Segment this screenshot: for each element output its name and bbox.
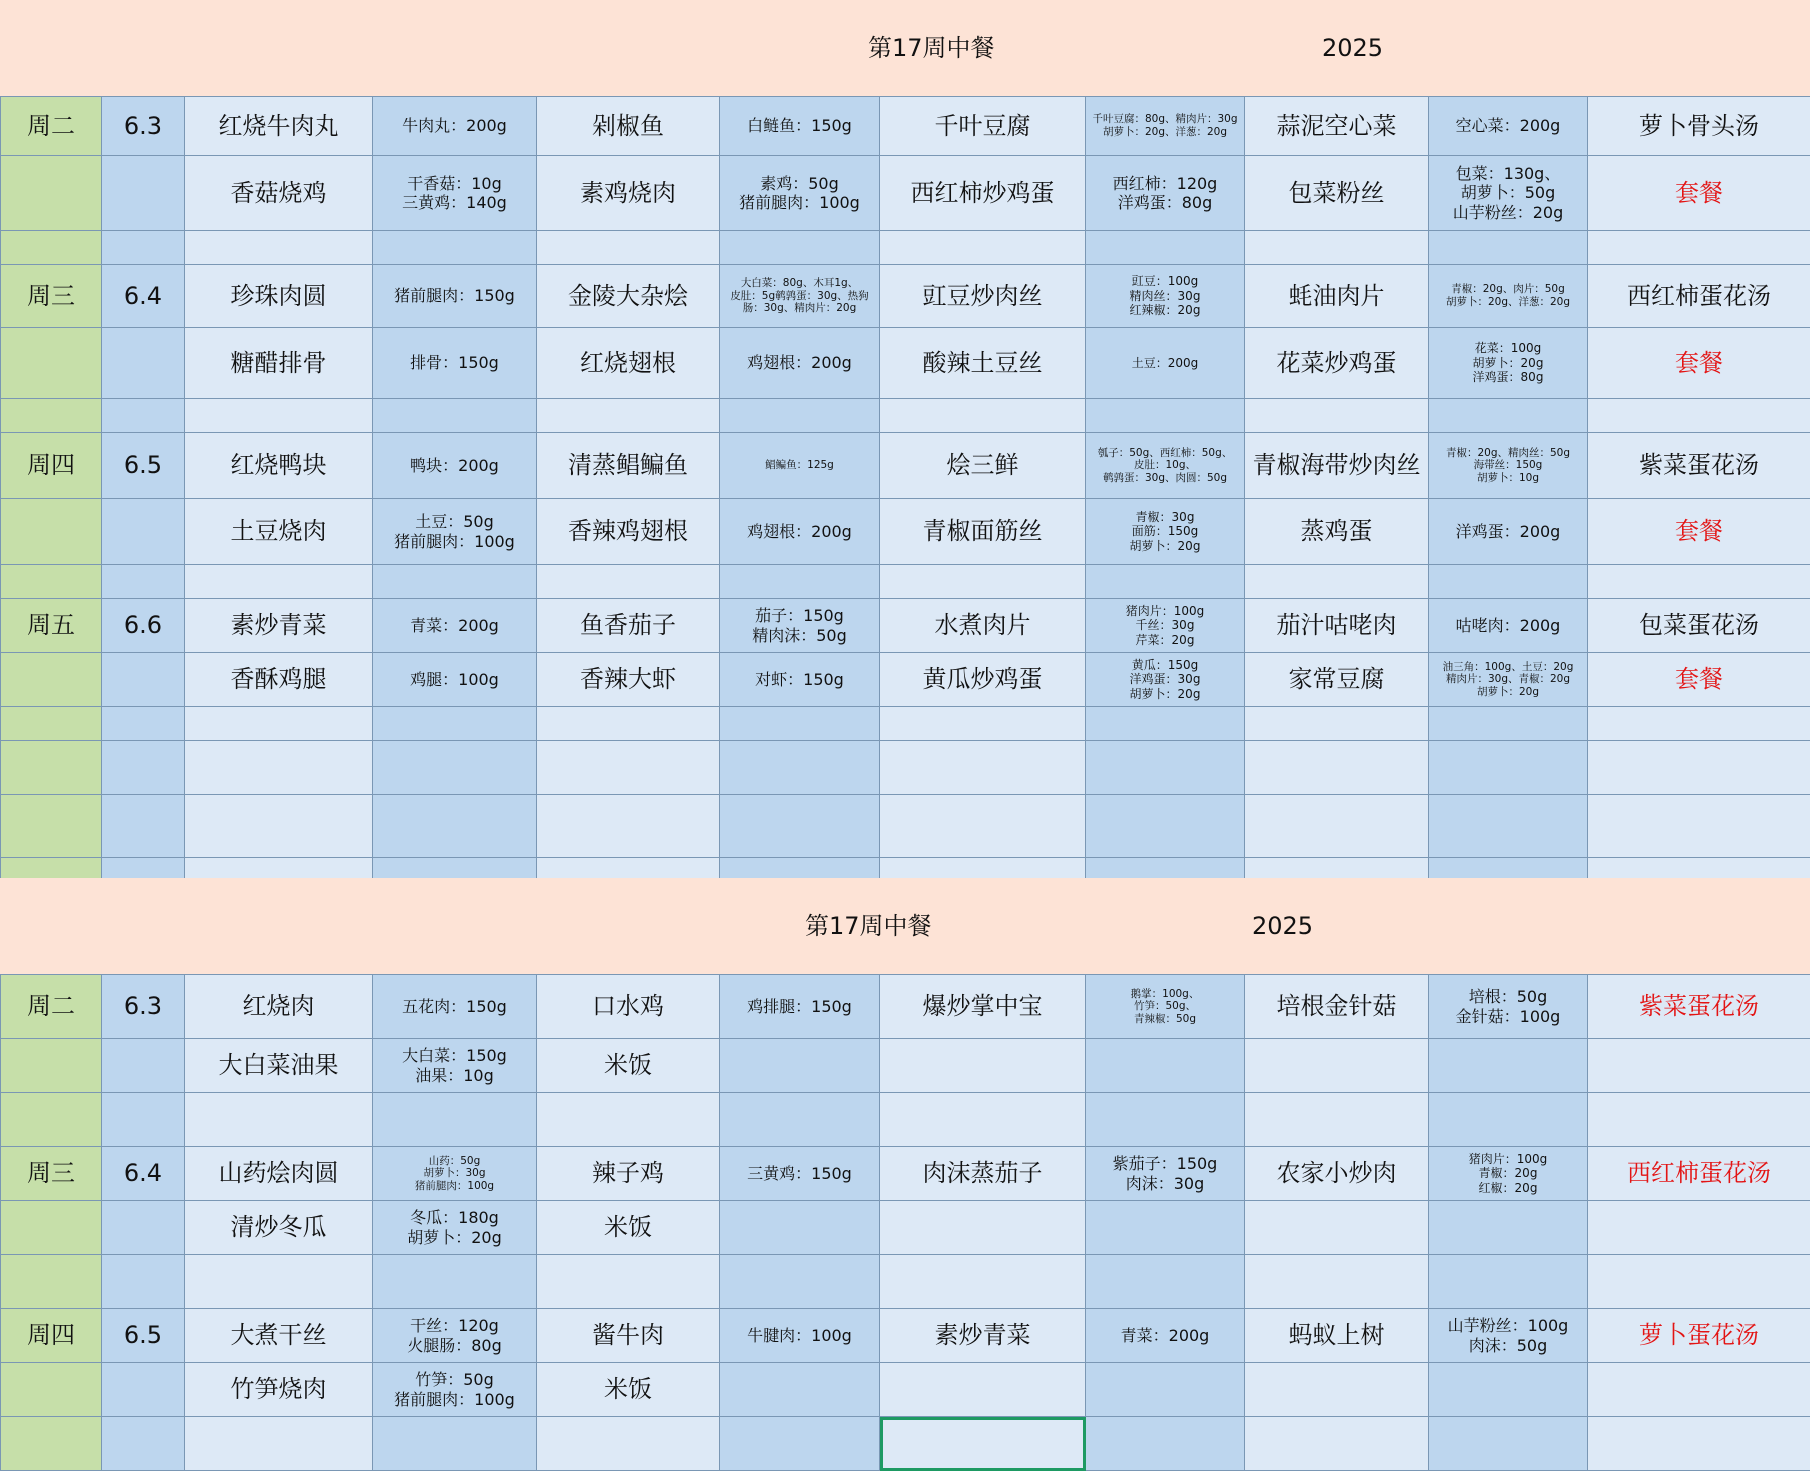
cell-ingr[interactable]: 洋鸡蛋：200g	[1429, 499, 1588, 565]
cell-dish[interactable]	[880, 231, 1086, 265]
cell-dish[interactable]: 清蒸鲳鳊鱼	[537, 433, 720, 499]
menu-row	[1, 975, 1810, 1039]
cell-dish[interactable]: 家常豆腐	[1245, 653, 1429, 707]
cell-ingr[interactable]: 青椒：20g、肉片：50g 胡萝卜：20g、洋葱：20g	[1429, 265, 1588, 328]
cell-ingr[interactable]	[373, 795, 537, 858]
menu-row	[1, 499, 1810, 565]
cell-ingr[interactable]	[1429, 1255, 1588, 1309]
cell-dish[interactable]: 爆炒掌中宝	[880, 975, 1086, 1039]
cell-ingr[interactable]	[1429, 741, 1588, 795]
cell-dish[interactable]: 千叶豆腐	[880, 97, 1086, 156]
cell-dish[interactable]	[1588, 399, 1810, 433]
cell-ingr[interactable]	[720, 1039, 880, 1093]
sheet2-year: 2025	[1252, 878, 1313, 974]
cell-ingr[interactable]: 青椒：30g 面筋：150g 胡萝卜：20g	[1086, 499, 1245, 565]
cell-ingr[interactable]	[1429, 399, 1588, 433]
cell-ingr[interactable]	[1429, 1417, 1588, 1471]
cell-dish[interactable]: 包菜蛋花汤	[1588, 599, 1810, 653]
cell-dish[interactable]: 紫菜蛋花汤	[1588, 433, 1810, 499]
sheet1-year: 2025	[1322, 0, 1383, 96]
cell-ingr[interactable]	[720, 565, 880, 599]
cell-date[interactable]	[102, 231, 185, 265]
cell-ingr[interactable]	[373, 231, 537, 265]
menu-row	[1, 1363, 1810, 1417]
cell-dish[interactable]: 鱼香茄子	[537, 599, 720, 653]
cell-date[interactable]	[102, 1417, 185, 1471]
cell-dish[interactable]: 竹笋烧肉	[185, 1363, 373, 1417]
cell-dish[interactable]: 套餐	[1588, 653, 1810, 707]
cell-ingr[interactable]: 青菜：200g	[1086, 1309, 1245, 1363]
cell-dish[interactable]	[880, 565, 1086, 599]
cell-ingr[interactable]: 紫茄子：150g 肉沫：30g	[1086, 1147, 1245, 1201]
cell-dish[interactable]: 米饭	[537, 1363, 720, 1417]
cell-dish[interactable]: 水煮肉片	[880, 599, 1086, 653]
cell-date[interactable]	[102, 1255, 185, 1309]
cell-ingr[interactable]: 西红柿：120g 洋鸡蛋：80g	[1086, 156, 1245, 231]
cell-dish[interactable]: 肉沫蒸茄子	[880, 1147, 1086, 1201]
menu-row	[1, 653, 1810, 707]
cell-day[interactable]: 周二	[1, 97, 102, 156]
cell-ingr[interactable]: 五花肉：150g	[373, 975, 537, 1039]
cell-day[interactable]	[1, 156, 102, 231]
cell-dish[interactable]: 米饭	[537, 1201, 720, 1255]
cell-dish[interactable]: 青椒面筋丝	[880, 499, 1086, 565]
cell-dish[interactable]: 萝卜骨头汤	[1588, 97, 1810, 156]
cell-ingr[interactable]	[373, 565, 537, 599]
cell-ingr[interactable]: 冬瓜：180g 胡萝卜：20g	[373, 1201, 537, 1255]
cell-dish[interactable]: 剁椒鱼	[537, 97, 720, 156]
cell-ingr[interactable]	[373, 1417, 537, 1471]
cell-ingr[interactable]: 土豆：50g 猪前腿肉：100g	[373, 499, 537, 565]
cell-date[interactable]	[102, 499, 185, 565]
cell-ingr[interactable]: 瓠子：50g、西红柿：50g、 皮肚：10g、 鹌鹑蛋：30g、肉圆：50g	[1086, 433, 1245, 499]
cell-dish[interactable]: 茄汁咕咾肉	[1245, 599, 1429, 653]
cell-dish[interactable]: 大白菜油果	[185, 1039, 373, 1093]
cell-ingr[interactable]	[1429, 1039, 1588, 1093]
cell-dish[interactable]: 红烧翅根	[537, 328, 720, 399]
cell-ingr[interactable]: 素鸡：50g 猪前腿肉：100g	[720, 156, 880, 231]
cell-ingr[interactable]: 土豆：200g	[1086, 328, 1245, 399]
cell-ingr[interactable]: 鲳鳊鱼：125g	[720, 433, 880, 499]
cell-ingr[interactable]	[1086, 795, 1245, 858]
cell-dish[interactable]	[537, 231, 720, 265]
cell-dish[interactable]	[1245, 1417, 1429, 1471]
cell-dish[interactable]	[1245, 231, 1429, 265]
cell-dish[interactable]	[880, 795, 1086, 858]
menu-row	[1, 565, 1810, 599]
cell-ingr[interactable]	[720, 741, 880, 795]
menu-row	[1, 156, 1810, 231]
cell-date[interactable]	[102, 399, 185, 433]
cell-ingr[interactable]	[1086, 565, 1245, 599]
cell-ingr[interactable]	[373, 399, 537, 433]
cell-dish[interactable]: 蒸鸡蛋	[1245, 499, 1429, 565]
cell-ingr[interactable]: 培根：50g 金针菇：100g	[1429, 975, 1588, 1039]
cell-ingr[interactable]	[373, 1093, 537, 1147]
cell-dish[interactable]: 西红柿蛋花汤	[1588, 265, 1810, 328]
menu-row	[1, 328, 1810, 399]
menu-row	[1, 1093, 1810, 1147]
menu-row	[1, 231, 1810, 265]
cell-ingr[interactable]: 茄子：150g 精肉沫：50g	[720, 599, 880, 653]
cell-ingr[interactable]: 青菜：200g	[373, 599, 537, 653]
cell-ingr[interactable]: 豇豆：100g 精肉丝：30g 红辣椒：20g	[1086, 265, 1245, 328]
cell-ingr[interactable]	[1429, 795, 1588, 858]
cell-date[interactable]	[102, 707, 185, 741]
cell-dish[interactable]: 素鸡烧肉	[537, 156, 720, 231]
cell-ingr[interactable]	[373, 707, 537, 741]
cell-ingr[interactable]	[1086, 707, 1245, 741]
cell-ingr[interactable]	[1086, 231, 1245, 265]
cell-dish[interactable]: 农家小炒肉	[1245, 1147, 1429, 1201]
cell-ingr[interactable]: 鹅掌：100g、 竹笋：50g、 青辣椒：50g	[1086, 975, 1245, 1039]
cell-dish[interactable]	[185, 795, 373, 858]
cell-ingr[interactable]	[373, 1255, 537, 1309]
cell-dish[interactable]: 包菜粉丝	[1245, 156, 1429, 231]
cell-ingr[interactable]: 猪肉片：100g 青椒：20g 红椒：20g	[1429, 1147, 1588, 1201]
cell-dish[interactable]	[1588, 707, 1810, 741]
cell-dish[interactable]	[1588, 1255, 1810, 1309]
cell-dish[interactable]: 青椒海带炒肉丝	[1245, 433, 1429, 499]
cell-dish[interactable]	[1245, 399, 1429, 433]
cell-dish[interactable]: 酸辣土豆丝	[880, 328, 1086, 399]
cell-ingr[interactable]: 青椒：20g、精肉丝：50g 海带丝：150g 胡萝卜：10g	[1429, 433, 1588, 499]
cell-day[interactable]: 周四	[1, 433, 102, 499]
cell-ingr[interactable]: 牛腱肉：100g	[720, 1309, 880, 1363]
cell-dish[interactable]	[880, 707, 1086, 741]
cell-dish[interactable]	[537, 399, 720, 433]
menu-row	[1, 1039, 1810, 1093]
cell-dish[interactable]	[1245, 707, 1429, 741]
cell-dish[interactable]	[880, 399, 1086, 433]
cell-ingr[interactable]: 鸡翅根：200g	[720, 328, 880, 399]
cell-ingr[interactable]	[720, 707, 880, 741]
cell-ingr[interactable]: 猪肉片：100g 千丝：30g 芹菜：20g	[1086, 599, 1245, 653]
cell-dish[interactable]	[1245, 1039, 1429, 1093]
menu-row	[1, 599, 1810, 653]
cell-date[interactable]: 6.3	[102, 975, 185, 1039]
cell-dish[interactable]	[1245, 1093, 1429, 1147]
cell-dish[interactable]: 紫菜蛋花汤	[1588, 975, 1810, 1039]
cell-date[interactable]	[102, 741, 185, 795]
cell-dish[interactable]: 清炒冬瓜	[185, 1201, 373, 1255]
cell-date[interactable]	[102, 565, 185, 599]
cell-ingr[interactable]	[720, 1093, 880, 1147]
cell-day[interactable]	[1, 707, 102, 741]
cell-dish[interactable]	[185, 1417, 373, 1471]
cell-dish[interactable]: 土豆烧肉	[185, 499, 373, 565]
cell-dish[interactable]: 西红柿蛋花汤	[1588, 1147, 1810, 1201]
cell-dish[interactable]	[1245, 741, 1429, 795]
cell-dish[interactable]: 金陵大杂烩	[537, 265, 720, 328]
menu-row	[1, 1147, 1810, 1201]
sheet1-title: 第17周中餐	[868, 0, 995, 96]
menu-row	[1, 265, 1810, 328]
cell-dish[interactable]: 香酥鸡腿	[185, 653, 373, 707]
cell-day[interactable]	[1, 1201, 102, 1255]
cell-ingr[interactable]	[1086, 399, 1245, 433]
cell-dish[interactable]	[1245, 565, 1429, 599]
cell-date[interactable]: 6.4	[102, 1147, 185, 1201]
cell-date[interactable]	[102, 653, 185, 707]
cell-ingr[interactable]: 对虾：150g	[720, 653, 880, 707]
menu-row	[1, 1255, 1810, 1309]
sheet1-title-band	[0, 0, 1810, 96]
cell-dish[interactable]	[537, 1093, 720, 1147]
cell-ingr[interactable]	[720, 231, 880, 265]
cell-date[interactable]	[102, 156, 185, 231]
cell-date[interactable]	[102, 1363, 185, 1417]
cell-day[interactable]	[1, 328, 102, 399]
cell-ingr[interactable]: 咕咾肉：200g	[1429, 599, 1588, 653]
menu-row	[1, 1201, 1810, 1255]
cell-ingr[interactable]	[1086, 1093, 1245, 1147]
cell-day[interactable]	[1, 653, 102, 707]
cell-ingr[interactable]	[720, 399, 880, 433]
menu-row	[1, 433, 1810, 499]
cell-dish[interactable]	[1245, 1201, 1429, 1255]
cell-date[interactable]: 6.3	[102, 97, 185, 156]
cell-dish[interactable]: 培根金针菇	[1245, 975, 1429, 1039]
menu-row	[1, 741, 1810, 795]
cell-dish[interactable]	[880, 1093, 1086, 1147]
cell-ingr[interactable]: 黄瓜：150g 洋鸡蛋：30g 胡萝卜：20g	[1086, 653, 1245, 707]
cell-dish[interactable]	[880, 1417, 1086, 1471]
cell-dish[interactable]: 花菜炒鸡蛋	[1245, 328, 1429, 399]
cell-ingr[interactable]: 花菜：100g 胡萝卜：20g 洋鸡蛋：80g	[1429, 328, 1588, 399]
cell-day[interactable]	[1, 499, 102, 565]
cell-dish[interactable]	[537, 707, 720, 741]
cell-day[interactable]: 周三	[1, 265, 102, 328]
cell-dish[interactable]	[185, 1093, 373, 1147]
cell-ingr[interactable]	[373, 741, 537, 795]
cell-ingr[interactable]: 鸭块：200g	[373, 433, 537, 499]
cell-date[interactable]	[102, 328, 185, 399]
cell-dish[interactable]: 红烧鸭块	[185, 433, 373, 499]
cell-ingr[interactable]: 鸡腿：100g	[373, 653, 537, 707]
cell-ingr[interactable]	[1429, 565, 1588, 599]
cell-dish[interactable]: 糖醋排骨	[185, 328, 373, 399]
cell-dish[interactable]: 素炒青菜	[185, 599, 373, 653]
cell-ingr[interactable]	[1086, 1417, 1245, 1471]
cell-ingr[interactable]: 竹笋：50g 猪前腿肉：100g	[373, 1363, 537, 1417]
cell-ingr[interactable]: 鸡排腿：150g	[720, 975, 880, 1039]
cell-ingr[interactable]	[1429, 1363, 1588, 1417]
cell-date[interactable]	[102, 1093, 185, 1147]
cell-dish[interactable]: 蚂蚁上树	[1245, 1309, 1429, 1363]
cell-ingr[interactable]: 空心菜：200g	[1429, 97, 1588, 156]
cell-ingr[interactable]	[720, 1363, 880, 1417]
cell-dish[interactable]	[537, 1417, 720, 1471]
cell-ingr[interactable]	[1086, 741, 1245, 795]
menu-row	[1, 795, 1810, 858]
cell-day[interactable]: 周二	[1, 975, 102, 1039]
cell-ingr[interactable]	[1429, 1093, 1588, 1147]
cell-dish[interactable]: 珍珠肉圆	[185, 265, 373, 328]
cell-dish[interactable]: 香菇烧鸡	[185, 156, 373, 231]
cell-day[interactable]	[1, 1255, 102, 1309]
cell-dish[interactable]: 辣子鸡	[537, 1147, 720, 1201]
cell-ingr[interactable]	[720, 1417, 880, 1471]
cell-dish[interactable]	[1588, 565, 1810, 599]
cell-dish[interactable]	[537, 1255, 720, 1309]
cell-dish[interactable]	[537, 741, 720, 795]
cell-dish[interactable]	[537, 795, 720, 858]
cell-ingr[interactable]: 干丝：120g 火腿肠：80g	[373, 1309, 537, 1363]
cell-day[interactable]	[1, 1093, 102, 1147]
menu-row	[1, 707, 1810, 741]
cell-day[interactable]	[1, 399, 102, 433]
menu-row	[1, 1417, 1810, 1471]
cell-ingr[interactable]: 猪前腿肉：150g	[373, 265, 537, 328]
cell-ingr[interactable]	[720, 1255, 880, 1309]
cell-dish[interactable]	[1245, 795, 1429, 858]
cell-dish[interactable]: 萝卜蛋花汤	[1588, 1309, 1810, 1363]
cell-dish[interactable]: 黄瓜炒鸡蛋	[880, 653, 1086, 707]
cell-ingr[interactable]	[720, 1201, 880, 1255]
cell-dish[interactable]: 烩三鲜	[880, 433, 1086, 499]
cell-ingr[interactable]: 干香菇：10g 三黄鸡：140g	[373, 156, 537, 231]
cell-day[interactable]	[1, 1363, 102, 1417]
cell-dish[interactable]: 米饭	[537, 1039, 720, 1093]
cell-dish[interactable]	[1588, 1093, 1810, 1147]
cell-ingr[interactable]: 三黄鸡：150g	[720, 1147, 880, 1201]
cell-dish[interactable]: 西红柿炒鸡蛋	[880, 156, 1086, 231]
sheet2-menu-table	[0, 974, 1810, 1471]
cell-ingr[interactable]: 排骨：150g	[373, 328, 537, 399]
cell-dish[interactable]	[1245, 1363, 1429, 1417]
cell-dish[interactable]	[185, 565, 373, 599]
cell-ingr[interactable]: 白鲢鱼：150g	[720, 97, 880, 156]
cell-dish[interactable]: 山药烩肉圆	[185, 1147, 373, 1201]
cell-date[interactable]: 6.6	[102, 599, 185, 653]
cell-date[interactable]: 6.5	[102, 1309, 185, 1363]
menu-row	[1, 97, 1810, 156]
cell-dish[interactable]	[880, 1039, 1086, 1093]
menu-row	[1, 399, 1810, 433]
cell-dish[interactable]	[1245, 1255, 1429, 1309]
cell-dish[interactable]: 大煮干丝	[185, 1309, 373, 1363]
cell-dish[interactable]	[537, 565, 720, 599]
cell-day[interactable]: 周四	[1, 1309, 102, 1363]
cell-ingr[interactable]: 油三角：100g、土豆：20g 精肉片：30g、青椒：20g 胡萝卜：20g	[1429, 653, 1588, 707]
cell-dish[interactable]	[185, 707, 373, 741]
cell-dish[interactable]: 豇豆炒肉丝	[880, 265, 1086, 328]
cell-ingr[interactable]: 牛肉丸：200g	[373, 97, 537, 156]
cell-ingr[interactable]	[1429, 1201, 1588, 1255]
cell-dish[interactable]	[185, 741, 373, 795]
cell-ingr[interactable]: 大白菜：80g、木耳1g、 皮肚：5g鹌鹑蛋：30g、热狗 肠：30g、精肉片：20g	[720, 265, 880, 328]
cell-dish[interactable]	[880, 741, 1086, 795]
cell-dish[interactable]	[1588, 231, 1810, 265]
cell-day[interactable]	[1, 231, 102, 265]
cell-day[interactable]	[1, 741, 102, 795]
cell-dish[interactable]	[1588, 1201, 1810, 1255]
cell-day[interactable]: 周三	[1, 1147, 102, 1201]
cell-day[interactable]	[1, 795, 102, 858]
cell-date[interactable]: 6.4	[102, 265, 185, 328]
cell-date[interactable]: 6.5	[102, 433, 185, 499]
cell-date[interactable]	[102, 795, 185, 858]
cell-dish[interactable]	[185, 399, 373, 433]
cell-dish[interactable]: 酱牛肉	[537, 1309, 720, 1363]
cell-dish[interactable]: 套餐	[1588, 499, 1810, 565]
cell-ingr[interactable]	[1429, 707, 1588, 741]
cell-dish[interactable]	[1588, 1417, 1810, 1471]
cell-dish[interactable]: 蒜泥空心菜	[1245, 97, 1429, 156]
cell-dish[interactable]: 素炒青菜	[880, 1309, 1086, 1363]
cell-dish[interactable]	[880, 1201, 1086, 1255]
cell-dish[interactable]: 香辣大虾	[537, 653, 720, 707]
cell-ingr[interactable]	[1429, 231, 1588, 265]
menu-row	[1, 1309, 1810, 1363]
cell-dish[interactable]: 套餐	[1588, 328, 1810, 399]
cell-dish[interactable]: 香辣鸡翅根	[537, 499, 720, 565]
cell-dish[interactable]	[1588, 1363, 1810, 1417]
cell-ingr[interactable]: 山芋粉丝：100g 肉沫：50g	[1429, 1309, 1588, 1363]
sheet2-title-band	[0, 878, 1810, 974]
cell-ingr[interactable]: 山药：50g 胡萝卜：30g 猪前腿肉：100g	[373, 1147, 537, 1201]
cell-date[interactable]	[102, 1201, 185, 1255]
cell-day[interactable]	[1, 1039, 102, 1093]
cell-dish[interactable]: 红烧肉	[185, 975, 373, 1039]
sheet1-menu-table	[0, 96, 1810, 892]
cell-ingr[interactable]	[1086, 1363, 1245, 1417]
cell-day[interactable]	[1, 565, 102, 599]
cell-dish[interactable]	[1588, 1039, 1810, 1093]
cell-dish[interactable]	[1588, 741, 1810, 795]
cell-date[interactable]	[102, 1039, 185, 1093]
cell-dish[interactable]	[880, 1255, 1086, 1309]
cell-dish[interactable]: 套餐	[1588, 156, 1810, 231]
cell-ingr[interactable]	[1086, 1255, 1245, 1309]
cell-day[interactable]	[1, 1417, 102, 1471]
cell-dish[interactable]	[185, 231, 373, 265]
cell-ingr[interactable]: 大白菜：150g 油果：10g	[373, 1039, 537, 1093]
cell-ingr[interactable]	[1086, 1201, 1245, 1255]
cell-dish[interactable]	[880, 1363, 1086, 1417]
cell-ingr[interactable]	[720, 795, 880, 858]
sheet2-title: 第17周中餐	[805, 878, 932, 974]
cell-day[interactable]: 周五	[1, 599, 102, 653]
cell-dish[interactable]	[185, 1255, 373, 1309]
cell-ingr[interactable]	[1086, 1039, 1245, 1093]
cell-ingr[interactable]: 千叶豆腐：80g、精肉片：30g 胡萝卜：20g、洋葱：20g	[1086, 97, 1245, 156]
cell-dish[interactable]: 蚝油肉片	[1245, 265, 1429, 328]
cell-ingr[interactable]: 包菜：130g、 胡萝卜：50g 山芋粉丝：20g	[1429, 156, 1588, 231]
cell-dish[interactable]: 红烧牛肉丸	[185, 97, 373, 156]
cell-ingr[interactable]: 鸡翅根：200g	[720, 499, 880, 565]
cell-dish[interactable]: 口水鸡	[537, 975, 720, 1039]
cell-dish[interactable]	[1588, 795, 1810, 858]
